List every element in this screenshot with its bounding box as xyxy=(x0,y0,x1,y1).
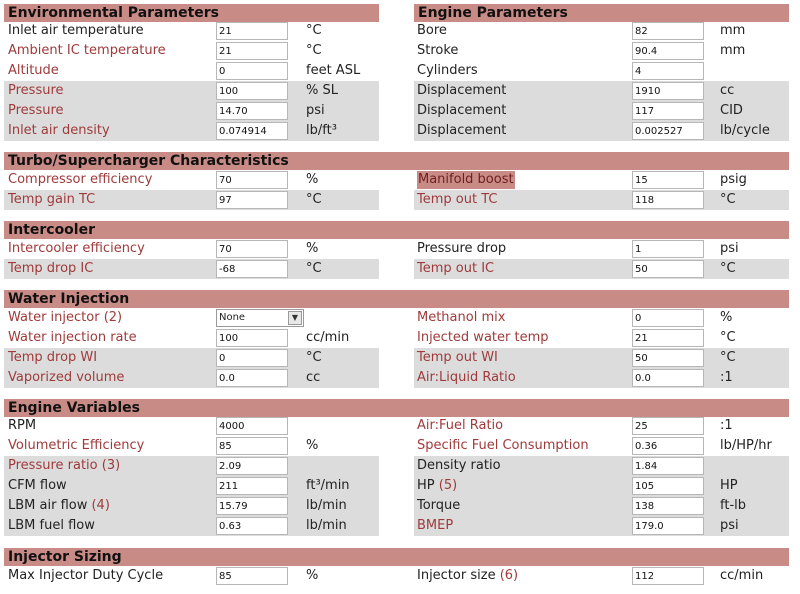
unit-hp: HP xyxy=(720,478,738,493)
unit-celsius: °C xyxy=(720,350,736,365)
unit-cc: cc xyxy=(720,83,735,98)
row-lbm-fuel-flow xyxy=(4,516,379,536)
unit-lb-per-ft3: lb/ft³ xyxy=(306,123,337,138)
label-cfm-flow: CFM flow xyxy=(8,478,67,493)
row-volumetric-efficiency xyxy=(4,436,379,456)
unit-feet-asl: feet ASL xyxy=(306,63,361,78)
displacement-cid-input[interactable] xyxy=(632,102,704,120)
temp-out-tc-input[interactable] xyxy=(632,191,704,209)
footnote-ref-4[interactable]: (4) xyxy=(91,498,110,513)
row-air-liquid-ratio xyxy=(414,368,789,388)
unit-lb-min: lb/min xyxy=(306,498,347,513)
row-ambient-ic-temp xyxy=(4,41,379,61)
water-injector-selected-value: None xyxy=(219,312,246,323)
unit-cid: CID xyxy=(720,103,743,118)
row-torque xyxy=(414,496,789,516)
row-density-ratio xyxy=(414,456,789,476)
displacement-cc-input[interactable] xyxy=(632,82,704,100)
unit-celsius: °C xyxy=(306,261,322,276)
volumetric-efficiency-input[interactable] xyxy=(216,437,288,455)
unit-psi: psi xyxy=(306,103,325,118)
row-cylinders xyxy=(414,61,789,81)
unit-percent: % xyxy=(306,438,319,453)
row-inlet-air-density xyxy=(4,121,379,141)
row-stroke xyxy=(414,41,789,61)
chevron-down-icon[interactable]: ▼ xyxy=(288,311,302,325)
row-inlet-air-temp xyxy=(4,21,379,41)
row-hp xyxy=(414,476,789,496)
link-specific-fuel-consumption[interactable]: Specific Fuel Consumption xyxy=(417,438,589,453)
row-displacement-cid xyxy=(414,101,789,121)
hp-label-group xyxy=(417,477,457,495)
temp-drop-ic-input[interactable] xyxy=(216,260,288,278)
row-temp-drop-wi xyxy=(4,348,379,368)
pressure-ratio-label-group xyxy=(8,457,120,475)
injector-size-label-group xyxy=(417,567,518,585)
link-temp-out-ic[interactable]: Temp out IC xyxy=(417,261,495,276)
pressure-sl-input[interactable] xyxy=(216,82,288,100)
link-compressor-efficiency[interactable]: Compressor efficiency xyxy=(8,172,153,187)
link-water-injector[interactable]: Water injector xyxy=(8,310,100,325)
unit-lb-hp-hr: lb/HP/hr xyxy=(720,438,772,453)
unit-psig: psig xyxy=(720,172,747,187)
link-bmep[interactable]: BMEP xyxy=(417,518,454,533)
unit-celsius: °C xyxy=(720,192,736,207)
label-bore: Bore xyxy=(417,23,447,38)
unit-mm: mm xyxy=(720,43,746,58)
row-temp-out-ic xyxy=(414,259,789,279)
unit-celsius: °C xyxy=(720,330,736,345)
rpm-input[interactable] xyxy=(216,417,288,435)
link-injected-water-temp[interactable]: Injected water temp xyxy=(417,330,549,345)
section-header-engine: Engine Parameters xyxy=(414,4,789,22)
link-air-fuel-ratio[interactable]: Air:Fuel Ratio xyxy=(417,418,504,433)
density-ratio-input[interactable] xyxy=(632,457,704,475)
row-compressor-efficiency xyxy=(4,170,379,190)
temp-drop-wi-input[interactable] xyxy=(216,349,288,367)
unit-ratio: :1 xyxy=(720,418,733,433)
link-water-injection-rate[interactable]: Water injection rate xyxy=(8,330,137,345)
air-fuel-ratio-input[interactable] xyxy=(632,417,704,435)
pressure-drop-input[interactable] xyxy=(632,240,704,258)
link-air-liquid-ratio[interactable]: Air:Liquid Ratio xyxy=(417,370,516,385)
unit-lb-min: lb/min xyxy=(306,518,347,533)
link-pressure-ratio[interactable]: Pressure ratio xyxy=(8,458,98,473)
row-pressure-drop xyxy=(414,239,789,259)
link-methanol-mix[interactable]: Methanol mix xyxy=(417,310,506,325)
label-stroke: Stroke xyxy=(417,43,459,58)
row-altitude xyxy=(4,61,379,81)
link-vaporized-volume[interactable]: Vaporized volume xyxy=(8,370,125,385)
specific-fuel-consumption-input[interactable] xyxy=(632,437,704,455)
link-inlet-air-density[interactable]: Inlet air density xyxy=(8,123,110,138)
link-temp-out-tc[interactable]: Temp out TC xyxy=(417,192,498,207)
label-lbm-air-flow: LBM air flow xyxy=(8,498,88,513)
unit-celsius: °C xyxy=(306,43,322,58)
row-temp-drop-ic xyxy=(4,259,379,279)
label-injector-size: Injector size xyxy=(417,568,496,583)
water-injection-rate-input[interactable] xyxy=(216,329,288,347)
row-temp-out-tc xyxy=(414,190,789,210)
unit-ft-lb: ft-lb xyxy=(720,498,746,513)
footnote-ref-5[interactable]: (5) xyxy=(438,478,458,493)
row-displacement-lb-cycle xyxy=(414,121,789,141)
row-manifold-boost xyxy=(414,170,789,190)
unit-psi: psi xyxy=(720,241,739,256)
row-pressure-sl xyxy=(4,81,379,101)
max-injector-duty-cycle-input[interactable] xyxy=(216,567,288,585)
link-pressure-psi[interactable]: Pressure xyxy=(8,103,64,118)
row-bmep xyxy=(414,516,789,536)
unit-cc: cc xyxy=(306,370,321,385)
unit-lb-cycle: lb/cycle xyxy=(720,123,770,138)
label-displacement-lb-cycle: Displacement xyxy=(417,123,507,138)
label-displacement-cid: Displacement xyxy=(417,103,507,118)
unit-percent-sl: % SL xyxy=(306,83,338,98)
row-cfm-flow xyxy=(4,476,379,496)
section-header-engine-variables: Engine Variables xyxy=(4,399,789,417)
unit-cc-min: cc/min xyxy=(306,330,350,345)
row-intercooler-efficiency xyxy=(4,239,379,259)
unit-mm: mm xyxy=(720,23,746,38)
bmep-input[interactable] xyxy=(632,517,704,535)
label-max-injector-duty-cycle: Max Injector Duty Cycle xyxy=(8,568,164,583)
air-liquid-ratio-input[interactable] xyxy=(632,369,704,387)
temp-gain-tc-input[interactable] xyxy=(216,191,288,209)
stroke-input[interactable] xyxy=(632,42,704,60)
row-rpm xyxy=(4,416,379,436)
label-torque: Torque xyxy=(417,498,461,513)
row-temp-gain-tc xyxy=(4,190,379,210)
section-header-environmental: Environmental Parameters xyxy=(4,4,379,22)
pressure-ratio-input[interactable] xyxy=(216,457,288,475)
row-pressure-psi xyxy=(4,101,379,121)
row-temp-out-wi xyxy=(414,348,789,368)
lbm-fuel-flow-input[interactable] xyxy=(216,517,288,535)
link-manifold-boost[interactable]: Manifold boost xyxy=(418,172,514,187)
footnote-ref-3[interactable]: (3) xyxy=(101,458,121,473)
section-header-intercooler: Intercooler xyxy=(4,221,789,239)
link-volumetric-efficiency[interactable]: Volumetric Efficiency xyxy=(8,438,145,453)
unit-celsius: °C xyxy=(720,261,736,276)
label-density-ratio: Density ratio xyxy=(417,458,501,473)
unit-psi: psi xyxy=(720,518,739,533)
link-temp-gain-tc[interactable]: Temp gain TC xyxy=(8,192,96,207)
label-lbm-fuel-flow: LBM fuel flow xyxy=(8,518,95,533)
intercooler-efficiency-input[interactable] xyxy=(216,240,288,258)
lbm-air-flow-input[interactable] xyxy=(216,497,288,515)
unit-ratio: :1 xyxy=(720,370,733,385)
unit-ft3-min: ft³/min xyxy=(306,478,350,493)
methanol-mix-input[interactable] xyxy=(632,309,704,327)
row-max-injector-duty-cycle xyxy=(4,566,379,586)
label-cylinders: Cylinders xyxy=(417,63,478,78)
section-header-turbo: Turbo/Supercharger Characteristics xyxy=(4,152,789,170)
temp-out-wi-input[interactable] xyxy=(632,349,704,367)
link-pressure-sl[interactable]: Pressure xyxy=(8,83,64,98)
pressure-psi-input[interactable] xyxy=(216,102,288,120)
row-injector-size xyxy=(414,566,789,586)
unit-percent: % xyxy=(306,172,319,187)
row-displacement-cc xyxy=(414,81,789,101)
row-water-injector xyxy=(4,308,379,328)
footnote-ref-2[interactable]: (2) xyxy=(103,310,123,325)
row-vaporized-volume xyxy=(4,368,379,388)
bore-input[interactable] xyxy=(632,22,704,40)
water-injector-select[interactable] xyxy=(216,309,304,327)
compressor-efficiency-input[interactable] xyxy=(216,171,288,189)
section-header-water-injection: Water Injection xyxy=(4,290,789,308)
section-header-injector-sizing: Injector Sizing xyxy=(4,548,789,566)
displacement-lb-cycle-input[interactable] xyxy=(632,122,704,140)
row-pressure-ratio xyxy=(4,456,379,476)
link-altitude[interactable]: Altitude xyxy=(8,63,59,78)
unit-percent: % xyxy=(720,310,733,325)
vaporized-volume-input[interactable] xyxy=(216,369,288,387)
row-water-injection-rate xyxy=(4,328,379,348)
water-injector-label-group xyxy=(8,309,122,327)
label-displacement-cc: Displacement xyxy=(417,83,507,98)
link-temp-drop-ic[interactable]: Temp drop IC xyxy=(8,261,94,276)
label-pressure-drop: Pressure drop xyxy=(417,241,507,256)
label-rpm: RPM xyxy=(8,418,37,433)
row-air-fuel-ratio xyxy=(414,416,789,436)
manifold-boost-input[interactable] xyxy=(632,171,704,189)
label-inlet-air-temperature: Inlet air temperature xyxy=(8,23,144,38)
link-temp-out-wi[interactable]: Temp out WI xyxy=(417,350,498,365)
hp-input[interactable] xyxy=(632,477,704,495)
altitude-input[interactable] xyxy=(216,62,288,80)
link-temp-drop-wi[interactable]: Temp drop WI xyxy=(8,350,98,365)
link-ambient-ic-temperature[interactable]: Ambient IC temperature xyxy=(8,43,166,58)
lbm-air-flow-label-group xyxy=(8,497,110,515)
footnote-ref-6[interactable]: (6) xyxy=(499,568,519,583)
inlet-air-temperature-input[interactable] xyxy=(216,22,288,40)
torque-input[interactable] xyxy=(632,497,704,515)
row-lbm-air-flow xyxy=(4,496,379,516)
unit-percent: % xyxy=(306,568,319,583)
temp-out-ic-input[interactable] xyxy=(632,260,704,278)
inlet-air-density-input[interactable] xyxy=(216,122,288,140)
injector-size-input[interactable] xyxy=(632,567,704,585)
row-injected-water-temp xyxy=(414,328,789,348)
row-specific-fuel-consumption xyxy=(414,436,789,456)
injected-water-temp-input[interactable] xyxy=(632,329,704,347)
unit-percent: % xyxy=(306,241,319,256)
unit-celsius: °C xyxy=(306,192,322,207)
cfm-flow-input[interactable] xyxy=(216,477,288,495)
link-intercooler-efficiency[interactable]: Intercooler efficiency xyxy=(8,241,145,256)
unit-celsius: °C xyxy=(306,23,322,38)
ambient-ic-temperature-input[interactable] xyxy=(216,42,288,60)
label-hp: HP xyxy=(417,478,435,493)
unit-celsius: °C xyxy=(306,350,322,365)
cylinders-input[interactable] xyxy=(632,62,704,80)
row-methanol-mix xyxy=(414,308,789,328)
row-bore xyxy=(414,21,789,41)
unit-cc-min: cc/min xyxy=(720,568,764,583)
